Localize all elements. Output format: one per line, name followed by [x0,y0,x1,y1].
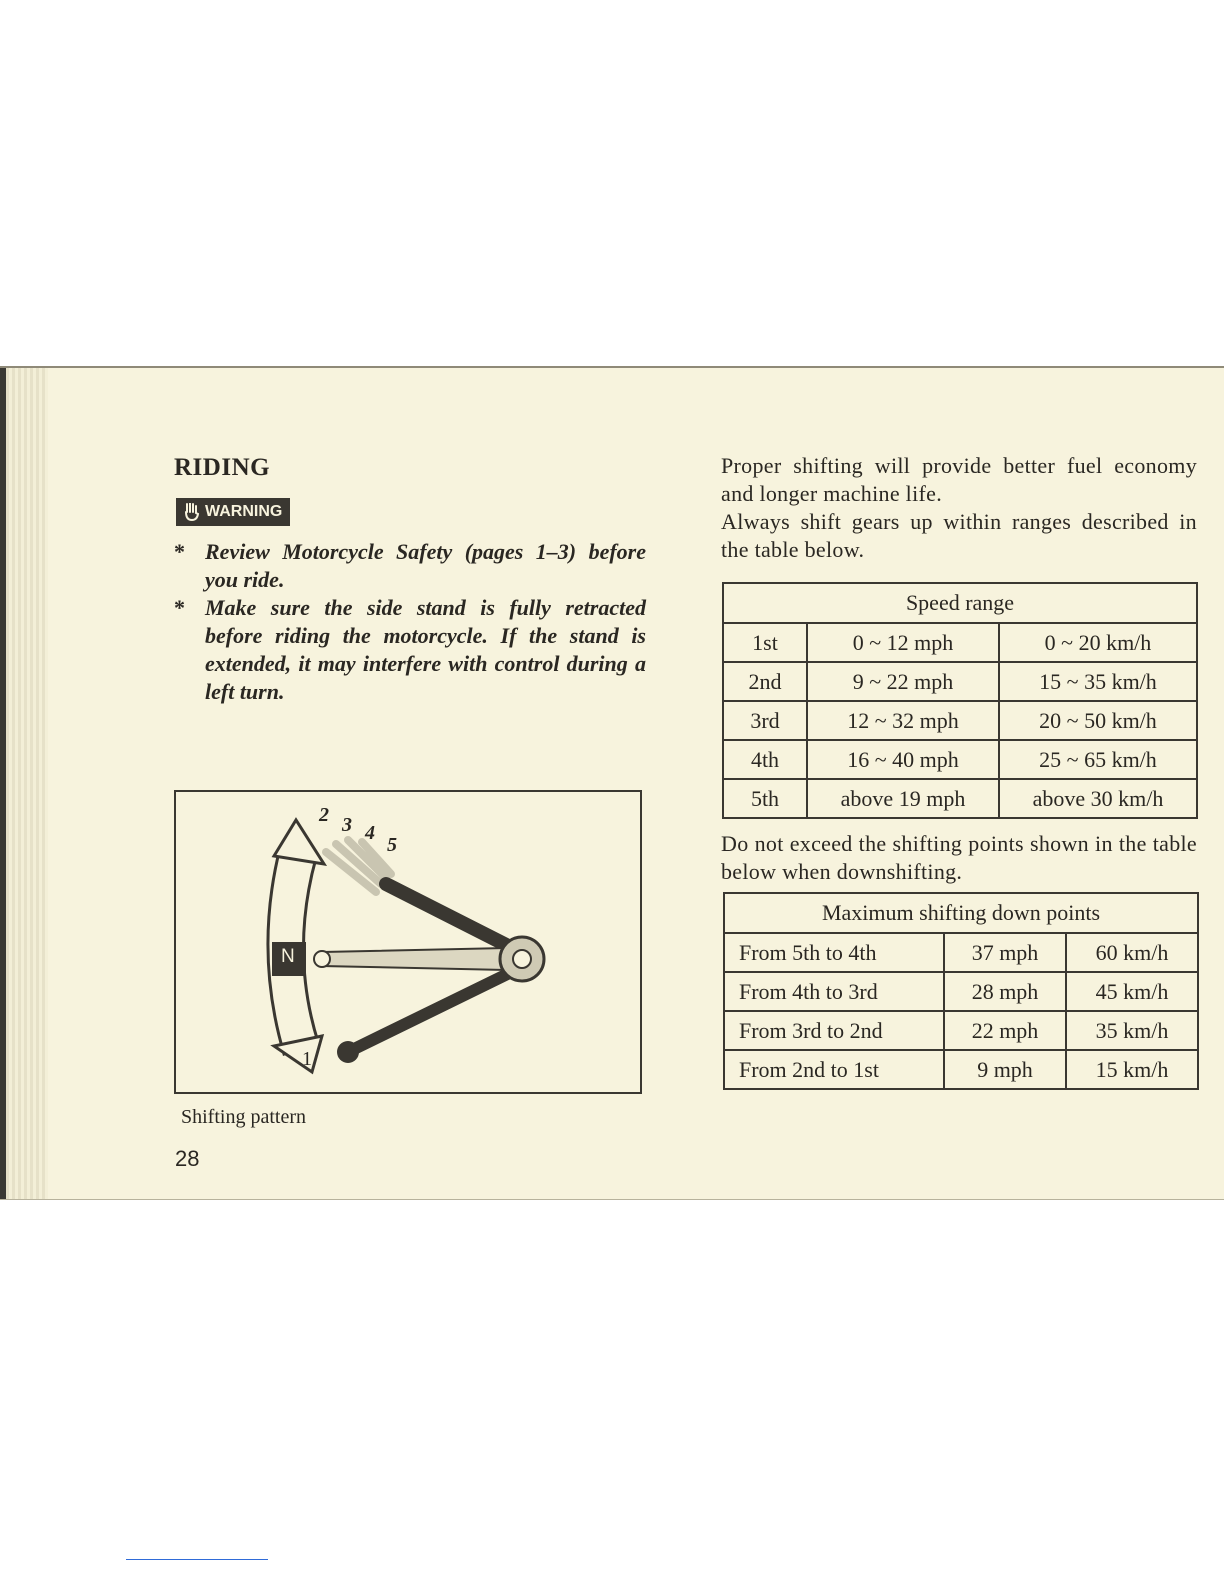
table-row: 4th 16 ~ 40 mph 25 ~ 65 km/h [723,740,1197,779]
link-underline [126,1559,268,1560]
paragraph-fuel-economy: Proper shifting will provide better fuel economy and longer machine life. [721,453,1197,506]
hand-icon [184,503,200,521]
table-row: From 5th to 4th 37 mph 60 km/h [724,933,1198,972]
speed-range-table [722,582,1198,819]
page-edges [0,368,48,1199]
manual-page [0,366,1224,1200]
gear-label-4: 4 [365,822,375,844]
figure-caption: Shifting pattern [181,1106,306,1128]
page-number: 28 [175,1146,200,1171]
warning-label: WARNING [205,503,283,520]
warning-item: * Review Motorcycle Safety (pages 1–3) before you ride. [174,539,646,592]
table-row: 2nd 9 ~ 22 mph 15 ~ 35 km/h [723,662,1197,701]
table-row: From 2nd to 1st 9 mph 15 km/h [724,1050,1198,1089]
gear-label-3: 3 [342,814,352,836]
warning-item: * Make sure the side stand is fully retracted before riding the motorcycle. If the stand is extended, it may interfere with control during a left turn. [174,595,646,704]
speed-table-title: Speed range [723,583,1197,623]
table-row: From 4th to 3rd 28 mph 45 km/h [724,972,1198,1011]
shift-lever [322,948,506,970]
paragraph-downshift: Do not exceed the shifting points shown in the table below when downshifting. [721,831,1197,884]
table-row: 3rd 12 ~ 32 mph 20 ~ 50 km/h [723,701,1197,740]
lower-pedal-ball [337,1041,359,1063]
table-row: From 3rd to 2nd 22 mph 35 km/h [724,1011,1198,1050]
paragraph-shift-up: Always shift gears up within ranges described in the table below. [721,509,1197,562]
up-arrow-icon [274,820,324,864]
gear-label-2: 2 [319,804,329,826]
gear-label-5: 5 [387,834,397,856]
neutral-label: N [281,946,295,967]
downshift-table-title: Maximum shifting down points [724,893,1198,933]
downshift-table [723,892,1199,1090]
warning-badge [176,498,290,526]
shifting-pattern-figure [174,790,642,1094]
section-heading: RIDING [174,454,271,481]
gear-label-1: 1 [302,1048,312,1070]
warning-list [172,538,646,706]
table-row: 1st 0 ~ 12 mph 0 ~ 20 km/h [723,623,1197,662]
table-row: 5th above 19 mph above 30 km/h [723,779,1197,818]
